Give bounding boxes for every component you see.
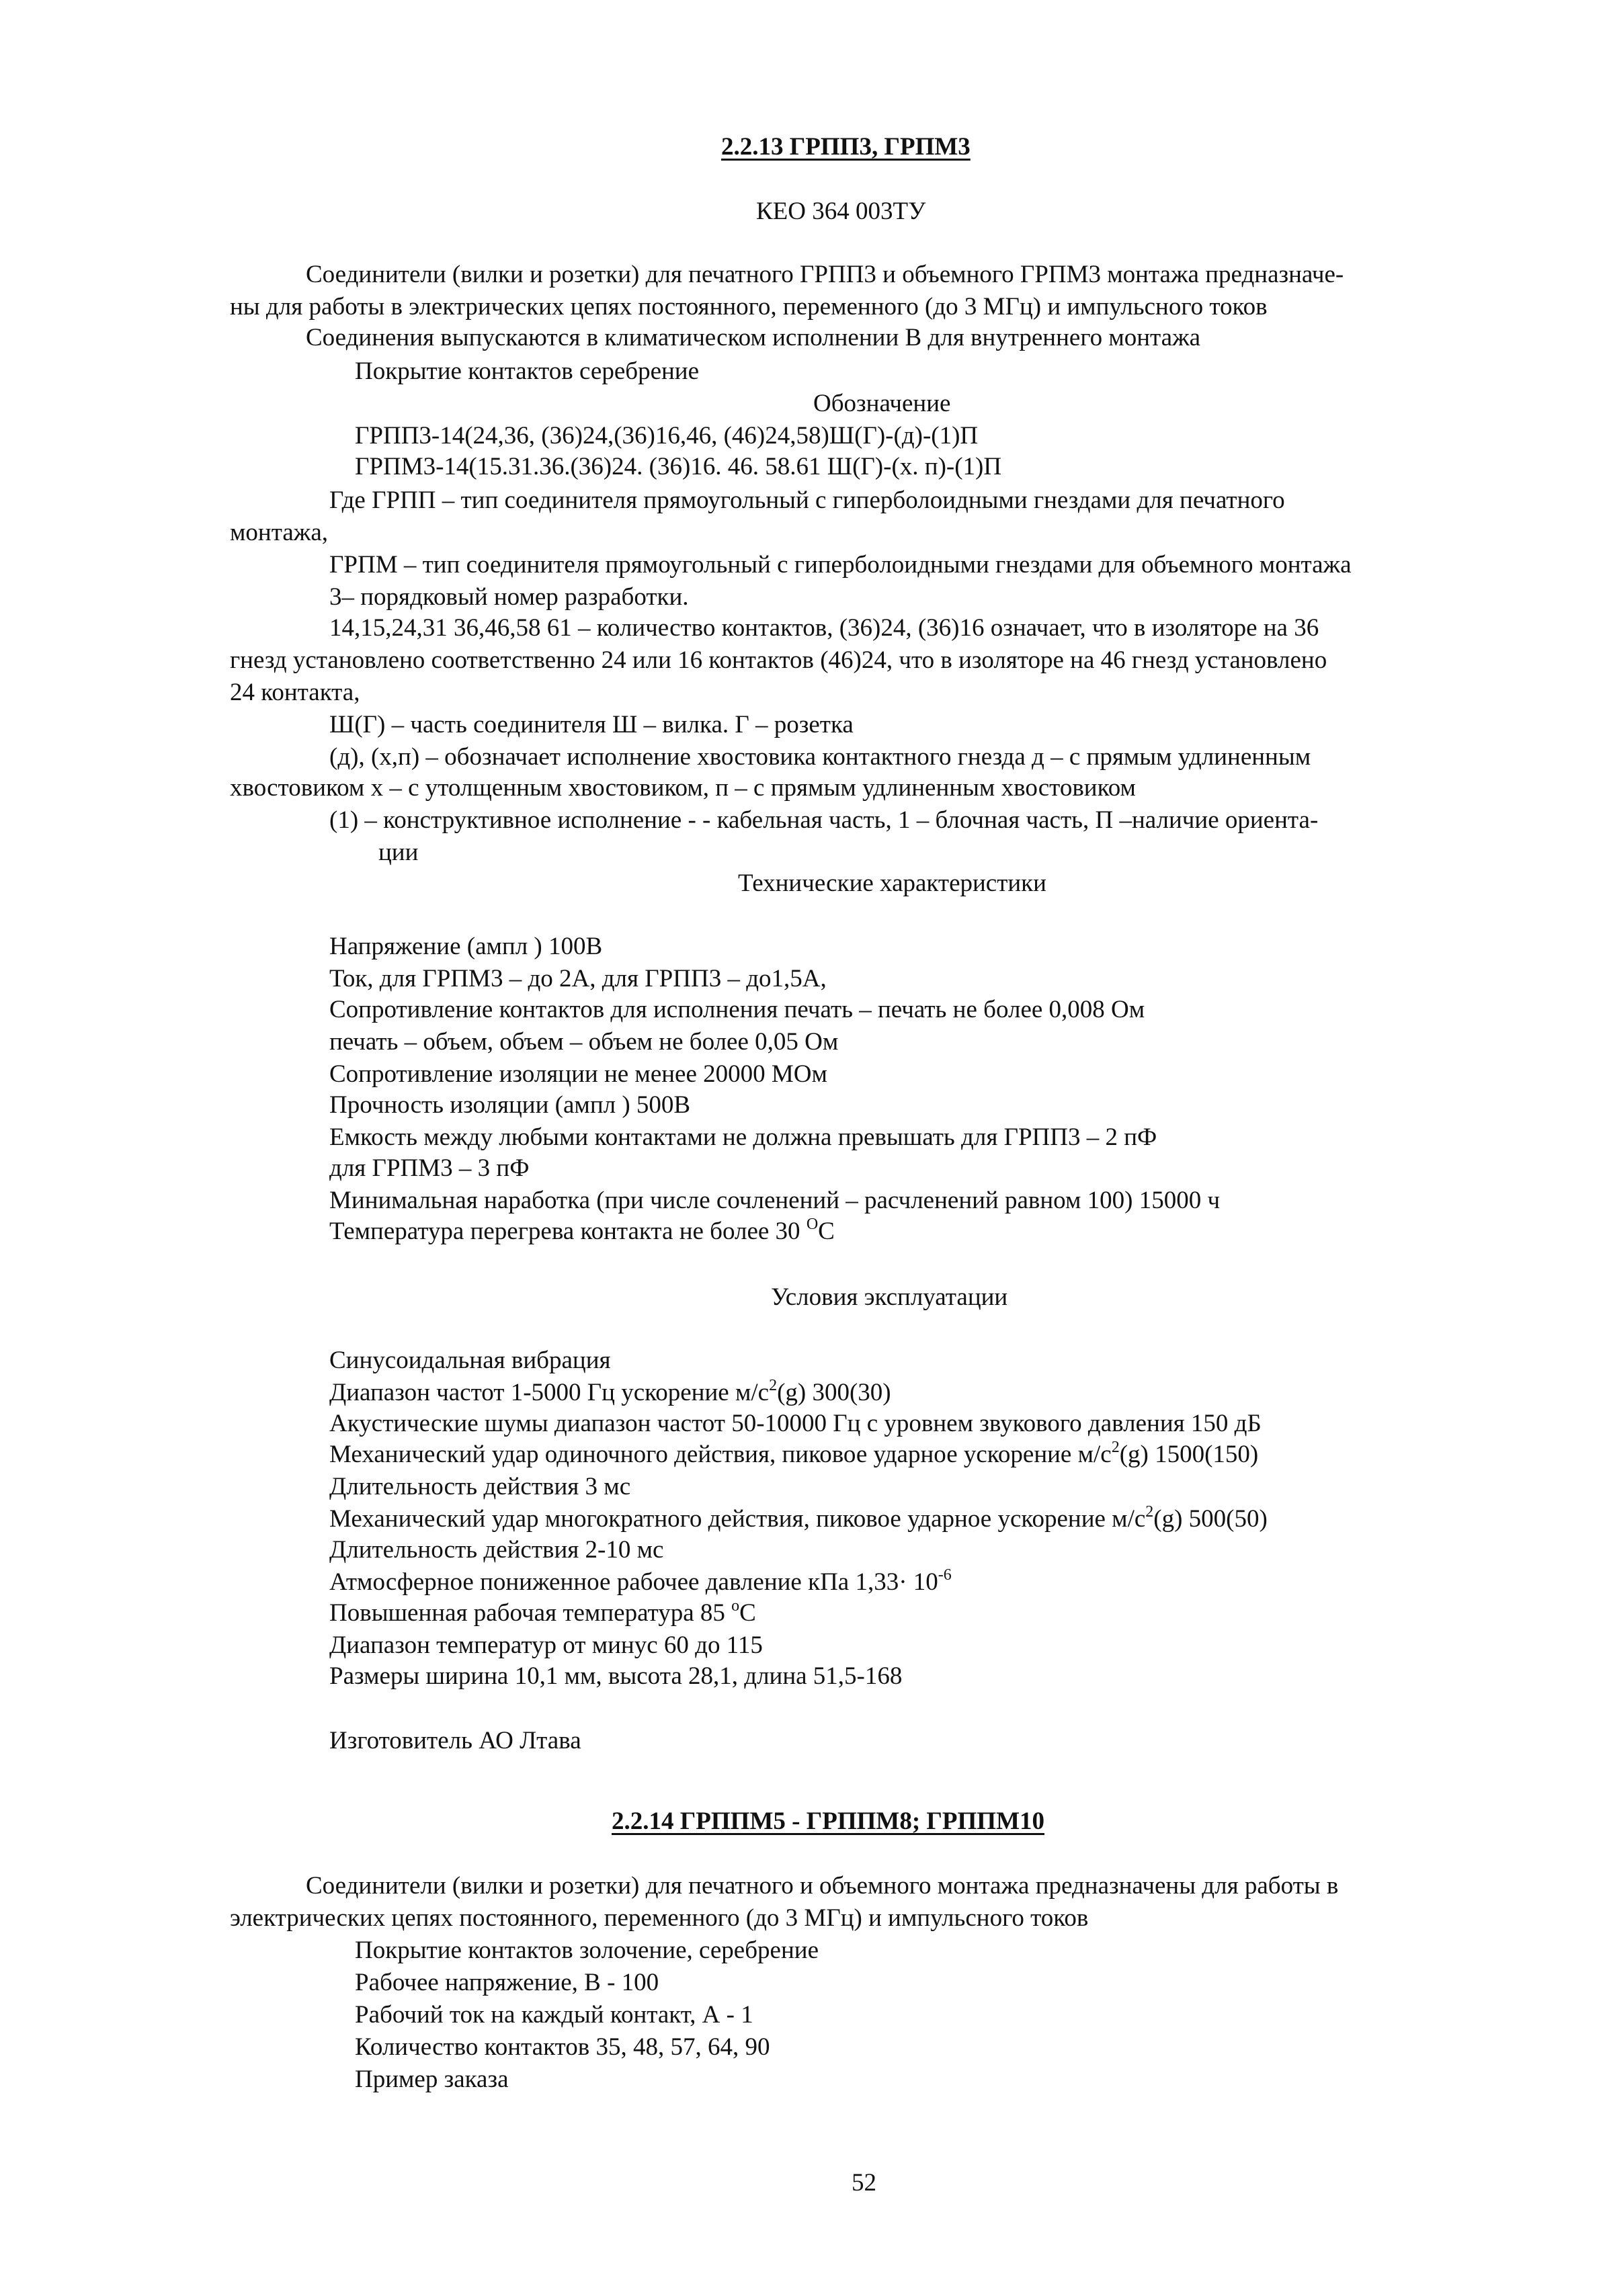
ops-item: Длительность действия 2-10 мс [329, 1536, 664, 1564]
contacts-line-1: 14,15,24,31 36,46,58 61 – количество контактов, (36)24, (36)16 означает, что в изоляторе на 36 [329, 614, 1319, 642]
tech-item: Сопротивление контактов для исполнения печать – печать не более 0,008 Ом [329, 996, 1145, 1023]
tech-item-temperature: Температура перегрева контакта не более 30 $^О$С [329, 1215, 835, 1245]
intro-line-1: Соединители (вилки и розетки) для печатного ГРПП3 и объемного ГРПМ3 монтажа предназначе- [306, 261, 1344, 288]
designation-heading: Обозначение [813, 390, 951, 417]
grpm-definition: ГРПМ – тип соединителя прямоугольный с гиперболоидными гнездами для объемного монтажа [329, 551, 1352, 579]
ops-heading: Условия эксплуатации [771, 1283, 1008, 1311]
tech-item: для ГРПМ3 – 3 пФ [329, 1154, 530, 1182]
contacts-line-3: 24 контакта, [230, 679, 360, 706]
where-line-2: монтажа, [230, 519, 328, 546]
ops-item-shock-multiple: Механический удар многократного действия, пиковое ударное ускорение $м/с^2(g)$ 500(50) [329, 1502, 1268, 1533]
climate-text: Соединения выпускаются в климатическом исполнении В для внутреннего монтажа [306, 324, 1201, 351]
tech-item: печать – объем, объем – объем не более 0,05 Ом [329, 1028, 839, 1056]
spec-code: КЕО 364 003ТУ [756, 198, 926, 225]
section2-item: Пример заказа [355, 2066, 509, 2093]
development-number: 3– порядковый номер разработки. [329, 583, 689, 611]
section2-item: Рабочий ток на каждый контакт, А - 1 [355, 2001, 753, 2029]
manufacturer: Изготовитель АО Лтава [329, 1727, 581, 1754]
ops-item: Синусоидальная вибрация [329, 1347, 611, 1374]
ops-item: Длительность действия 3 мс [329, 1473, 631, 1500]
section2-item: Рабочее напряжение, В - 100 [355, 1969, 659, 1996]
tech-item: Напряжение (ампл ) 100В [329, 933, 603, 960]
designation-grpp3: ГРПП3-14(24,36, (36)24,(36)16,46, (46)24,58)Ш(Г)-(д)-(1)П [355, 422, 979, 450]
contacts-line-2: гнезд установлено соответственно 24 или 16 контактов (46)24, что в изоляторе на 46 гнезд установлено [230, 646, 1327, 674]
section2-item: Количество контактов 35, 48, 57, 64, 90 [355, 2033, 770, 2061]
page-number: 52 [852, 2169, 876, 2197]
design-line-1: (1) – конструктивное исполнение - - кабельная часть, 1 – блочная часть, П –наличие ориента- [329, 806, 1319, 834]
section2-intro-line-2: электрических цепях постоянного, переменного (до 3 МГц) и импульсного токов [230, 1904, 1089, 1932]
tail-line-1: (д), (х,п) – обозначает исполнение хвостовика контактного гнезда д – с прямым удлиненным [329, 743, 1311, 771]
section2-intro-line-1: Соединители (вилки и розетки) для печатного и объемного монтажа предназначены для работы в [306, 1872, 1339, 1900]
tech-heading: Технические характеристики [738, 869, 1046, 897]
ops-item-frequency: Диапазон частот 1-5000 Гц ускорение $м/с^2(g)$ 300(30) [329, 1376, 891, 1406]
ops-item-high-temp: Повышенная рабочая температура 85 $^о$С [329, 1597, 756, 1627]
designation-grpm3: ГРПМ3-14(15.31.36.(36)24. (36)16. 46. 58.61 Ш(Г)-(х. п)-(1)П [355, 453, 1002, 480]
where-line-1: Где ГРПП – тип соединителя прямоугольный с гиперболоидными гнездами для печатного [329, 486, 1285, 514]
coating-text: Покрытие контактов серебрение [355, 357, 700, 385]
section-title-2-2-13: 2.2.13 ГРПП3, ГРПМ3 [721, 133, 971, 161]
intro-line-2: ны для работы в электрических цепях постоянного, переменного (до 3 МГц) и импульсного токов [230, 293, 1268, 321]
ops-item: Размеры ширина 10,1 мм, высота 28,1, длина 51,5-168 [329, 1662, 903, 1690]
ops-item-shock-single: Механический удар одиночного действия, пиковое ударное ускорение $м/с^2(g)$ 1500(150) [329, 1438, 1259, 1468]
section2-item: Покрытие контактов золочение, серебрение [355, 1937, 819, 1964]
tech-item: Минимальная наработка (при числе сочленений – расчленений равном 100) 15000 ч [329, 1187, 1221, 1214]
tail-line-2: хвостовиком х – с утолщенным хвостовиком, п – с прямым удлиненным хвостовиком [230, 774, 1136, 802]
tech-item: Емкость между любыми контактами не должна превышать для ГРПП3 – 2 пФ [329, 1123, 1157, 1151]
ops-item-pressure: Атмосферное пониженное рабочее давление кПа $1,33\cdot 10^{-6}$ [329, 1566, 952, 1596]
tech-item: Ток, для ГРПМ3 – до 2А, для ГРПП3 – до1,5А, [329, 965, 827, 992]
ops-item: Акустические шумы диапазон частот 50-10000 Гц с уровнем звукового давления 150 дБ [329, 1410, 1262, 1437]
design-line-2: ции [378, 839, 419, 866]
ops-item: Диапазон температур от минус 60 до 115 [329, 1631, 763, 1659]
tech-item: Сопротивление изоляции не менее 20000 МОм [329, 1060, 827, 1088]
section-title-2-2-14: 2.2.14 ГРППМ5 - ГРППМ8; ГРППМ10 [612, 1808, 1045, 1835]
tech-item: Прочность изоляции (ампл ) 500В [329, 1091, 691, 1119]
connector-part: Ш(Г) – часть соединителя Ш – вилка. Г – розетка [329, 711, 854, 738]
